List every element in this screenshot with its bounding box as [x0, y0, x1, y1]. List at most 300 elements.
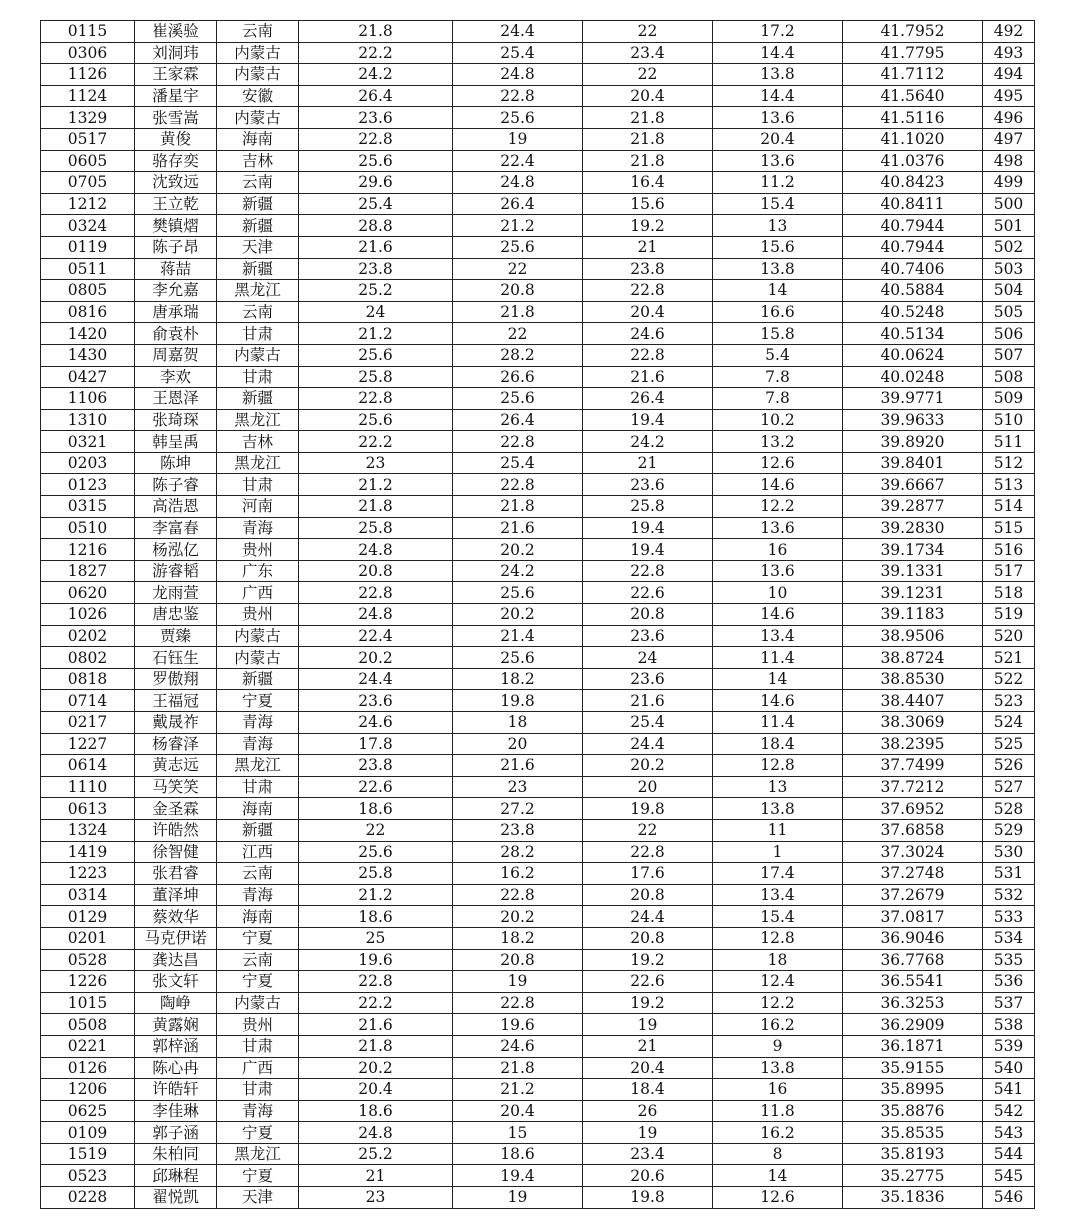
id-cell: 1015	[41, 992, 135, 1014]
score1-cell: 19.6	[299, 949, 453, 971]
name-cell: 王恩泽	[135, 388, 217, 410]
rank-cell: 498	[983, 150, 1035, 172]
rank-cell: 503	[983, 258, 1035, 280]
score3-cell: 23.6	[583, 668, 713, 690]
score4-cell: 12.8	[713, 927, 843, 949]
province-cell: 内蒙古	[217, 625, 299, 647]
name-cell: 周嘉贺	[135, 344, 217, 366]
total-cell: 40.8423	[843, 172, 983, 194]
id-cell: 1216	[41, 539, 135, 561]
score3-cell: 26	[583, 1100, 713, 1122]
total-cell: 36.2909	[843, 1014, 983, 1036]
name-cell: 张雪嵩	[135, 107, 217, 129]
table-row	[41, 712, 1035, 734]
total-cell: 39.1183	[843, 604, 983, 626]
score3-cell: 22.8	[583, 560, 713, 582]
rank-cell: 537	[983, 992, 1035, 1014]
province-cell: 海南	[217, 798, 299, 820]
id-cell: 0613	[41, 798, 135, 820]
table-row	[41, 366, 1035, 388]
table-row	[41, 409, 1035, 431]
table-row	[41, 150, 1035, 172]
score4-cell: 13.6	[713, 150, 843, 172]
score2-cell: 21.2	[453, 1079, 583, 1101]
score4-cell: 14.4	[713, 85, 843, 107]
total-cell: 35.2775	[843, 1165, 983, 1187]
province-cell: 新疆	[217, 215, 299, 237]
total-cell: 39.1331	[843, 560, 983, 582]
province-cell: 新疆	[217, 193, 299, 215]
id-cell: 1206	[41, 1079, 135, 1101]
name-cell: 唐承瑞	[135, 301, 217, 323]
rank-cell: 527	[983, 776, 1035, 798]
name-cell: 杨泓亿	[135, 539, 217, 561]
score1-cell: 21.8	[299, 21, 453, 43]
id-cell: 1827	[41, 560, 135, 582]
name-cell: 游睿韬	[135, 560, 217, 582]
total-cell: 40.0624	[843, 344, 983, 366]
score3-cell: 22.8	[583, 280, 713, 302]
score4-cell: 16.2	[713, 1122, 843, 1144]
score4-cell: 15.8	[713, 323, 843, 345]
id-cell: 0324	[41, 215, 135, 237]
name-cell: 高浩恩	[135, 496, 217, 518]
score1-cell: 22.6	[299, 776, 453, 798]
score2-cell: 25.6	[453, 236, 583, 258]
score3-cell: 21	[583, 452, 713, 474]
score2-cell: 22	[453, 323, 583, 345]
score2-cell: 25.6	[453, 388, 583, 410]
id-cell: 0805	[41, 280, 135, 302]
province-cell: 甘肃	[217, 366, 299, 388]
table-row	[41, 690, 1035, 712]
score3-cell: 22.8	[583, 841, 713, 863]
name-cell: 李允嘉	[135, 280, 217, 302]
name-cell: 朱柏同	[135, 1143, 217, 1165]
score2-cell: 28.2	[453, 344, 583, 366]
name-cell: 王家霖	[135, 64, 217, 86]
score3-cell: 19	[583, 1122, 713, 1144]
score3-cell: 22	[583, 64, 713, 86]
score2-cell: 16.2	[453, 863, 583, 885]
name-cell: 龚达昌	[135, 949, 217, 971]
table-row	[41, 323, 1035, 345]
table-row	[41, 539, 1035, 561]
score4-cell: 13	[713, 776, 843, 798]
name-cell: 陈子睿	[135, 474, 217, 496]
score2-cell: 24.6	[453, 1035, 583, 1057]
score3-cell: 21.8	[583, 150, 713, 172]
score4-cell: 12.2	[713, 496, 843, 518]
score2-cell: 20.2	[453, 906, 583, 928]
score1-cell: 29.6	[299, 172, 453, 194]
name-cell: 戴晟祚	[135, 712, 217, 734]
score4-cell: 11.2	[713, 172, 843, 194]
name-cell: 张文轩	[135, 971, 217, 993]
score2-cell: 24.2	[453, 560, 583, 582]
name-cell: 龙雨萱	[135, 582, 217, 604]
score2-cell: 20.8	[453, 280, 583, 302]
table-row	[41, 841, 1035, 863]
id-cell: 0306	[41, 42, 135, 64]
rank-cell: 525	[983, 733, 1035, 755]
rank-cell: 501	[983, 215, 1035, 237]
score3-cell: 19	[583, 1014, 713, 1036]
table-row	[41, 258, 1035, 280]
name-cell: 潘星宇	[135, 85, 217, 107]
score3-cell: 20.4	[583, 1057, 713, 1079]
rank-cell: 534	[983, 927, 1035, 949]
rank-cell: 518	[983, 582, 1035, 604]
province-cell: 云南	[217, 172, 299, 194]
score1-cell: 25.6	[299, 841, 453, 863]
score1-cell: 20.4	[299, 1079, 453, 1101]
name-cell: 沈致远	[135, 172, 217, 194]
table-row	[41, 1014, 1035, 1036]
table-row	[41, 776, 1035, 798]
total-cell: 37.0817	[843, 906, 983, 928]
total-cell: 41.1020	[843, 128, 983, 150]
rank-cell: 538	[983, 1014, 1035, 1036]
rank-cell: 497	[983, 128, 1035, 150]
score1-cell: 21.6	[299, 1014, 453, 1036]
rank-cell: 492	[983, 21, 1035, 43]
table-row	[41, 388, 1035, 410]
rank-cell: 505	[983, 301, 1035, 323]
score1-cell: 23.6	[299, 690, 453, 712]
score1-cell: 23.8	[299, 258, 453, 280]
name-cell: 骆存奕	[135, 150, 217, 172]
score4-cell: 16	[713, 539, 843, 561]
rank-cell: 504	[983, 280, 1035, 302]
score4-cell: 15.4	[713, 193, 843, 215]
score1-cell: 24.4	[299, 668, 453, 690]
total-cell: 40.5884	[843, 280, 983, 302]
name-cell: 蔡效华	[135, 906, 217, 928]
name-cell: 俞袁朴	[135, 323, 217, 345]
province-cell: 贵州	[217, 1014, 299, 1036]
total-cell: 36.7768	[843, 949, 983, 971]
score1-cell: 18.6	[299, 798, 453, 820]
score2-cell: 20.2	[453, 604, 583, 626]
id-cell: 1106	[41, 388, 135, 410]
score1-cell: 20.2	[299, 647, 453, 669]
score2-cell: 23.8	[453, 819, 583, 841]
total-cell: 36.1871	[843, 1035, 983, 1057]
province-cell: 云南	[217, 301, 299, 323]
total-cell: 37.7499	[843, 755, 983, 777]
total-cell: 38.4407	[843, 690, 983, 712]
score1-cell: 23	[299, 452, 453, 474]
score2-cell: 21.6	[453, 755, 583, 777]
score3-cell: 20.8	[583, 604, 713, 626]
score1-cell: 22.8	[299, 971, 453, 993]
name-cell: 石钰生	[135, 647, 217, 669]
score4-cell: 12.8	[713, 755, 843, 777]
rank-cell: 523	[983, 690, 1035, 712]
rank-cell: 540	[983, 1057, 1035, 1079]
id-cell: 1110	[41, 776, 135, 798]
total-cell: 36.3253	[843, 992, 983, 1014]
id-cell: 0511	[41, 258, 135, 280]
name-cell: 马笑笑	[135, 776, 217, 798]
province-cell: 甘肃	[217, 776, 299, 798]
score2-cell: 26.4	[453, 409, 583, 431]
table-row	[41, 733, 1035, 755]
province-cell: 吉林	[217, 150, 299, 172]
score1-cell: 25.4	[299, 193, 453, 215]
score3-cell: 16.4	[583, 172, 713, 194]
total-cell: 41.0376	[843, 150, 983, 172]
id-cell: 0517	[41, 128, 135, 150]
score1-cell: 22.8	[299, 128, 453, 150]
id-cell: 0802	[41, 647, 135, 669]
rank-cell: 512	[983, 452, 1035, 474]
table-row	[41, 280, 1035, 302]
province-cell: 吉林	[217, 431, 299, 453]
total-cell: 37.7212	[843, 776, 983, 798]
score1-cell: 23.8	[299, 755, 453, 777]
province-cell: 宁夏	[217, 971, 299, 993]
total-cell: 35.1836	[843, 1187, 983, 1209]
total-cell: 39.2830	[843, 517, 983, 539]
score1-cell: 24.8	[299, 604, 453, 626]
id-cell: 1430	[41, 344, 135, 366]
score1-cell: 21.8	[299, 1035, 453, 1057]
total-cell: 40.7406	[843, 258, 983, 280]
score1-cell: 25.2	[299, 1143, 453, 1165]
province-cell: 甘肃	[217, 1079, 299, 1101]
province-cell: 青海	[217, 517, 299, 539]
score3-cell: 21	[583, 1035, 713, 1057]
table-row	[41, 128, 1035, 150]
name-cell: 陈子昂	[135, 236, 217, 258]
score1-cell: 22.2	[299, 992, 453, 1014]
score3-cell: 19.2	[583, 992, 713, 1014]
id-cell: 1324	[41, 819, 135, 841]
table-row	[41, 517, 1035, 539]
total-cell: 40.8411	[843, 193, 983, 215]
id-cell: 0123	[41, 474, 135, 496]
province-cell: 内蒙古	[217, 64, 299, 86]
id-cell: 1419	[41, 841, 135, 863]
rank-cell: 529	[983, 819, 1035, 841]
total-cell: 40.5134	[843, 323, 983, 345]
province-cell: 海南	[217, 128, 299, 150]
rank-cell: 544	[983, 1143, 1035, 1165]
score3-cell: 17.6	[583, 863, 713, 885]
name-cell: 金圣霖	[135, 798, 217, 820]
total-cell: 41.5640	[843, 85, 983, 107]
score4-cell: 14	[713, 1165, 843, 1187]
table-row	[41, 1079, 1035, 1101]
score1-cell: 21.2	[299, 884, 453, 906]
table-row	[41, 1187, 1035, 1209]
name-cell: 韩呈禹	[135, 431, 217, 453]
score4-cell: 13.6	[713, 517, 843, 539]
name-cell: 王福冠	[135, 690, 217, 712]
id-cell: 0528	[41, 949, 135, 971]
rank-cell: 543	[983, 1122, 1035, 1144]
score4-cell: 1	[713, 841, 843, 863]
province-cell: 新疆	[217, 819, 299, 841]
id-cell: 0217	[41, 712, 135, 734]
score2-cell: 22.8	[453, 85, 583, 107]
score2-cell: 18.2	[453, 927, 583, 949]
score2-cell: 22.8	[453, 474, 583, 496]
table-row	[41, 172, 1035, 194]
name-cell: 张君睿	[135, 863, 217, 885]
score4-cell: 13.4	[713, 884, 843, 906]
province-cell: 青海	[217, 884, 299, 906]
score3-cell: 20.8	[583, 927, 713, 949]
name-cell: 马克伊诺	[135, 927, 217, 949]
rank-cell: 514	[983, 496, 1035, 518]
province-cell: 内蒙古	[217, 107, 299, 129]
name-cell: 李富春	[135, 517, 217, 539]
score2-cell: 25.6	[453, 582, 583, 604]
score2-cell: 18.6	[453, 1143, 583, 1165]
name-cell: 唐忠鉴	[135, 604, 217, 626]
rank-cell: 519	[983, 604, 1035, 626]
score3-cell: 18.4	[583, 1079, 713, 1101]
table-row	[41, 884, 1035, 906]
score4-cell: 15.6	[713, 236, 843, 258]
score4-cell: 7.8	[713, 366, 843, 388]
score1-cell: 22.2	[299, 431, 453, 453]
score1-cell: 22.8	[299, 582, 453, 604]
score2-cell: 18	[453, 712, 583, 734]
score4-cell: 14.6	[713, 690, 843, 712]
score2-cell: 19	[453, 1187, 583, 1209]
score1-cell: 17.8	[299, 733, 453, 755]
table-row	[41, 755, 1035, 777]
score2-cell: 20.2	[453, 539, 583, 561]
province-cell: 天津	[217, 236, 299, 258]
score3-cell: 24.2	[583, 431, 713, 453]
table-row	[41, 560, 1035, 582]
total-cell: 37.6952	[843, 798, 983, 820]
score1-cell: 25.8	[299, 863, 453, 885]
score2-cell: 20.4	[453, 1100, 583, 1122]
total-cell: 37.2679	[843, 884, 983, 906]
score2-cell: 25.4	[453, 452, 583, 474]
score3-cell: 20.4	[583, 301, 713, 323]
score4-cell: 15.4	[713, 906, 843, 928]
score1-cell: 18.6	[299, 906, 453, 928]
score4-cell: 17.2	[713, 21, 843, 43]
rank-cell: 532	[983, 884, 1035, 906]
score1-cell: 20.2	[299, 1057, 453, 1079]
province-cell: 海南	[217, 906, 299, 928]
rank-cell: 530	[983, 841, 1035, 863]
score4-cell: 16.6	[713, 301, 843, 323]
id-cell: 1126	[41, 64, 135, 86]
table-row	[41, 949, 1035, 971]
id-cell: 0705	[41, 172, 135, 194]
table-row	[41, 863, 1035, 885]
score1-cell: 26.4	[299, 85, 453, 107]
score1-cell: 21	[299, 1165, 453, 1187]
rank-cell: 520	[983, 625, 1035, 647]
score4-cell: 20.4	[713, 128, 843, 150]
score2-cell: 25.6	[453, 107, 583, 129]
name-cell: 陶峥	[135, 992, 217, 1014]
score4-cell: 13.8	[713, 64, 843, 86]
id-cell: 0523	[41, 1165, 135, 1187]
rank-cell: 511	[983, 431, 1035, 453]
rank-cell: 499	[983, 172, 1035, 194]
table-row	[41, 668, 1035, 690]
score3-cell: 22.6	[583, 582, 713, 604]
id-cell: 0508	[41, 1014, 135, 1036]
score2-cell: 19.4	[453, 1165, 583, 1187]
score3-cell: 24.4	[583, 906, 713, 928]
score1-cell: 25.6	[299, 409, 453, 431]
id-cell: 0115	[41, 21, 135, 43]
score2-cell: 23	[453, 776, 583, 798]
score3-cell: 15.6	[583, 193, 713, 215]
table-row	[41, 64, 1035, 86]
score2-cell: 20	[453, 733, 583, 755]
score4-cell: 18	[713, 949, 843, 971]
rank-cell: 542	[983, 1100, 1035, 1122]
score4-cell: 13.8	[713, 1057, 843, 1079]
table-row	[41, 971, 1035, 993]
score1-cell: 24.8	[299, 1122, 453, 1144]
name-cell: 罗傲翔	[135, 668, 217, 690]
score4-cell: 13	[713, 215, 843, 237]
results-table-body	[41, 21, 1035, 1209]
id-cell: 0816	[41, 301, 135, 323]
score1-cell: 22	[299, 819, 453, 841]
rank-cell: 509	[983, 388, 1035, 410]
total-cell: 37.3024	[843, 841, 983, 863]
score1-cell: 23	[299, 1187, 453, 1209]
score2-cell: 21.8	[453, 301, 583, 323]
score4-cell: 13.2	[713, 431, 843, 453]
id-cell: 1226	[41, 971, 135, 993]
total-cell: 36.5541	[843, 971, 983, 993]
score1-cell: 25	[299, 927, 453, 949]
name-cell: 郭梓涵	[135, 1035, 217, 1057]
rank-cell: 541	[983, 1079, 1035, 1101]
score4-cell: 10.2	[713, 409, 843, 431]
table-row	[41, 496, 1035, 518]
id-cell: 1124	[41, 85, 135, 107]
score4-cell: 14.6	[713, 474, 843, 496]
name-cell: 许皓然	[135, 819, 217, 841]
score3-cell: 19.4	[583, 409, 713, 431]
score3-cell: 19.4	[583, 517, 713, 539]
province-cell: 黑龙江	[217, 1143, 299, 1165]
province-cell: 宁夏	[217, 927, 299, 949]
score1-cell: 28.8	[299, 215, 453, 237]
id-cell: 0109	[41, 1122, 135, 1144]
name-cell: 郭子涵	[135, 1122, 217, 1144]
table-row	[41, 1143, 1035, 1165]
score3-cell: 22.6	[583, 971, 713, 993]
total-cell: 35.8193	[843, 1143, 983, 1165]
province-cell: 广东	[217, 560, 299, 582]
id-cell: 1329	[41, 107, 135, 129]
province-cell: 新疆	[217, 668, 299, 690]
id-cell: 0228	[41, 1187, 135, 1209]
score3-cell: 23.6	[583, 625, 713, 647]
rank-cell: 545	[983, 1165, 1035, 1187]
score2-cell: 21.6	[453, 517, 583, 539]
score3-cell: 19.2	[583, 949, 713, 971]
